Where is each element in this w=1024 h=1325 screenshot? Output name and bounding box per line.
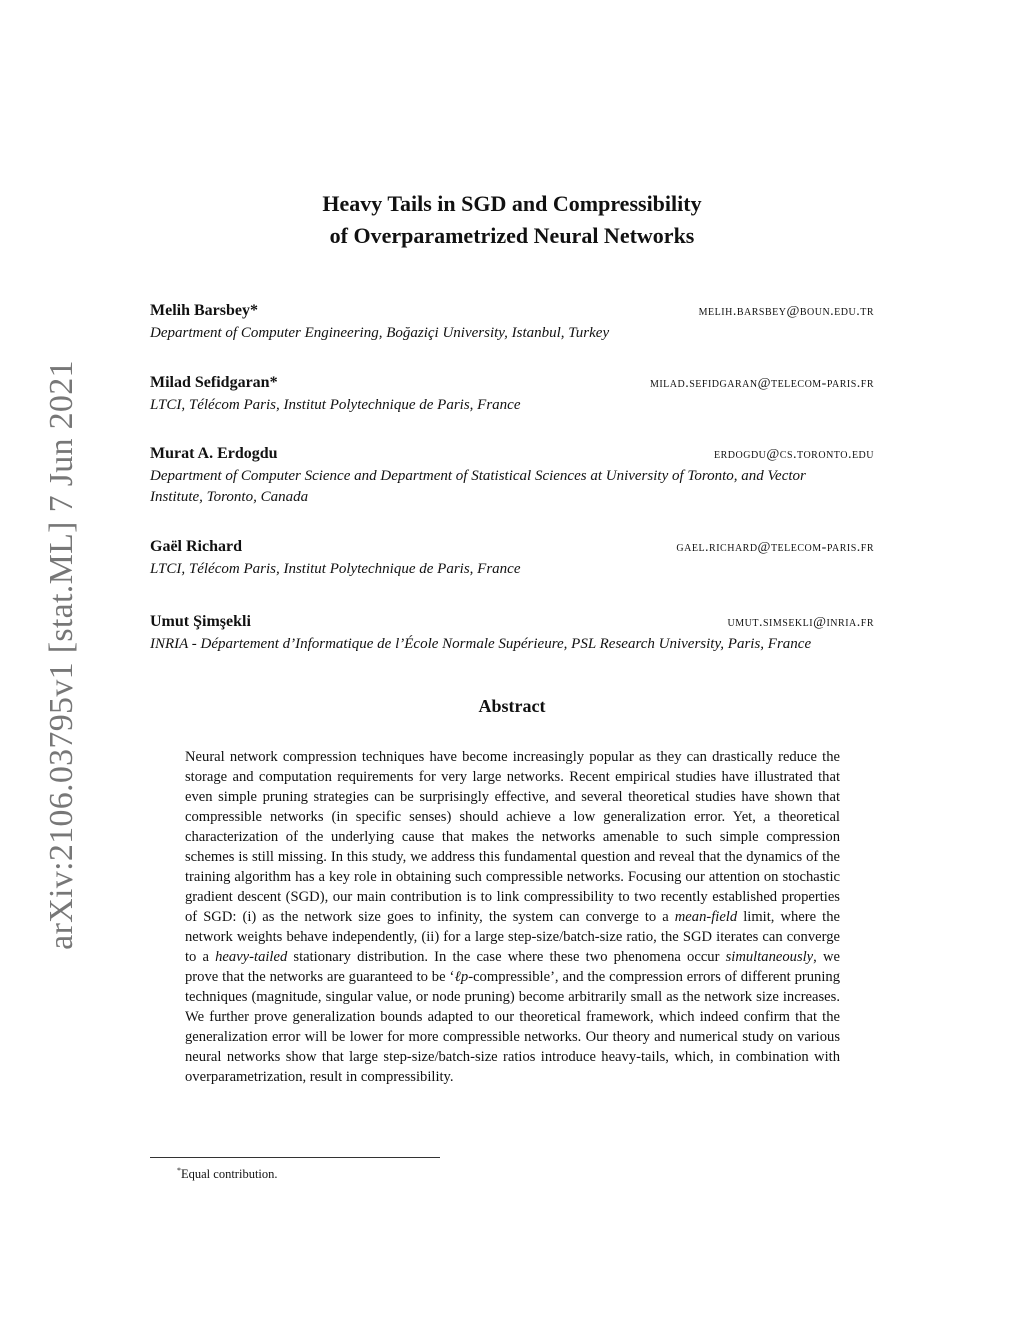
abstract-text-4: , we prove that the networks are guaranteed to be ‘ (185, 949, 840, 985)
author-block-5 (150, 611, 874, 655)
abstract-text-1: Neural network compression techniques have become increasingly popular as they can drastically reduce the storage and computation requirements for very large networks. Recent empirical studies have illustrated that even simple pruning strategies can be surprisingly effective, and several theoretical studies have shown that compressible networks (in specific senses) should achieve a low generalization error. Yet, a theoretical characterization of the underlying cause that makes the networks amenable to such simple compression schemes is still missing. In this study, we address this fundamental question and reveal that the dynamics of the training algorithm has a key role in obtaining such compressible networks. Focusing our attention on stochastic gradient descent (SGD), our main contribution is to link compressibility to two recently established properties of SGD: (i) as the network size goes to infinity, the system can converge to a (185, 749, 840, 925)
arxiv-id: arXiv:2106.03795v1 [stat.ML] 7 Jun 2021 (43, 360, 80, 950)
author-email: erdogdu@cs.toronto.edu (714, 447, 874, 462)
author-name: Gaël Richard (150, 538, 242, 555)
author-affiliation: LTCI, Télécom Paris, Institut Polytechnique de Paris, France (150, 397, 521, 413)
author-affiliation: Department of Computer Engineering, Boğaziçi University, Istanbul, Turkey (150, 325, 610, 341)
footnote (177, 1163, 278, 1182)
title-line-2: of Overparametrized Neural Networks (329, 223, 695, 248)
author-affiliation-line-1: Department of Computer Science and Department of Statistical Sciences at University of Toronto, and Vector (150, 468, 806, 484)
author-name: Umut Şimşekli (150, 613, 251, 630)
author-affiliation: LTCI, Télécom Paris, Institut Polytechnique de Paris, France (150, 561, 521, 577)
abstract-text-5: -compressible’, and the compression errors of different pruning techniques (magnitude, singular value, or node pruning) become arbitrarily small as the network size increases. We further prove generalization bounds adapted to our theoretical framework, which indeed confirm that the generalization error will be lower for more compressible networks. Our theory and numerical study on various neural networks show that large step-size/batch-size ratios introduce heavy-tails, which, in combination with overparametrization, result in compressibility. (185, 969, 840, 1085)
author-name: Melih Barsbey* (150, 302, 258, 319)
paper-title (0, 188, 1024, 252)
abstract-text-3: stationary distribution. In the case where these two phenomena occur (287, 949, 726, 965)
abstract-emphasis-simultaneously: simultaneously (725, 949, 814, 965)
abstract-emphasis-heavy-tailed: heavy-tailed (215, 949, 288, 965)
footnote-text: Equal contribution. (181, 1167, 278, 1182)
author-block-2 (150, 372, 874, 416)
abstract-paragraph (185, 747, 840, 1087)
author-email: melih.barsbey@boun.edu.tr (698, 304, 874, 319)
abstract-math-lp: ℓp (454, 969, 469, 985)
author-email: milad.sefidgaran@telecom-paris.fr (649, 376, 874, 391)
title-line-1: Heavy Tails in SGD and Compressibility (322, 191, 702, 216)
author-affiliation-line-2: Institute, Toronto, Canada (150, 489, 309, 505)
author-block-4 (150, 536, 874, 580)
abstract-text-2: limit, where the network weights behave independently, (ii) for a large step-size/batch-size ratio, the SGD iterates can converge to a (185, 909, 840, 965)
footnote-rule (150, 1157, 440, 1158)
author-block-3 (150, 443, 874, 508)
abstract-heading: Abstract (478, 696, 546, 716)
author-email: gael.richard@telecom-paris.fr (676, 540, 874, 555)
author-block-1 (150, 300, 874, 344)
author-affiliation: INRIA - Département d’Informatique de l’École Normale Supérieure, PSL Research University, Paris, France (150, 636, 812, 652)
footnote-mark: * (177, 1166, 181, 1175)
author-name: Milad Sefidgaran* (150, 374, 278, 391)
author-name: Murat A. Erdogdu (150, 445, 278, 462)
abstract-emphasis-mean-field: mean-field (674, 909, 738, 925)
author-email: umut.simsekli@inria.fr (727, 615, 874, 630)
abstract-body (185, 747, 840, 1087)
